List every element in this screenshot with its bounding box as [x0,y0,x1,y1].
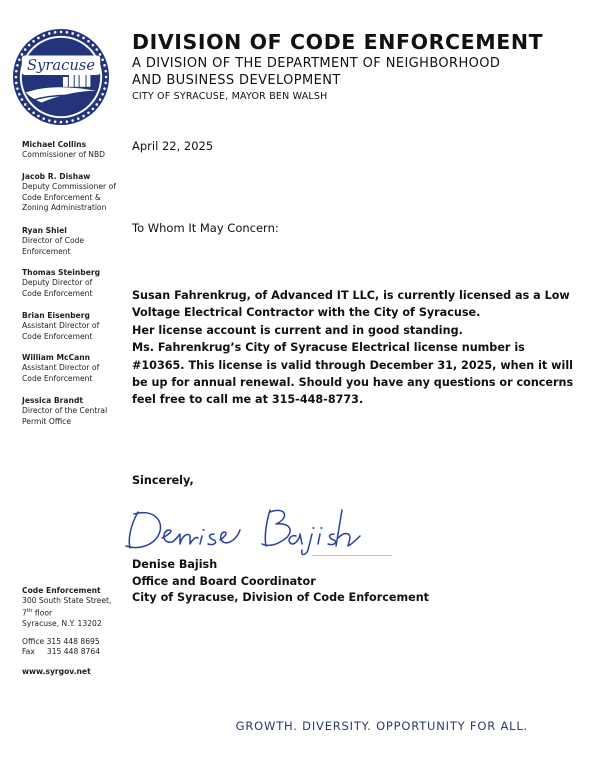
department-subtitle-line1: A DIVISION OF THE DEPARTMENT OF NEIGHBORHOOD [132,56,501,71]
address-floor [22,606,111,619]
address-line: 300 South State Street, [22,596,112,606]
floor-suffix: th [26,608,33,615]
seal-text: Syracuse [26,57,96,75]
staff-name: Brian Eisenberg [22,311,90,320]
staff-title: Assistant Director of [22,363,100,373]
staff-entry [22,396,122,427]
signer-title: Office and Board Coordinator [132,574,316,588]
staff-title: Commissioner of NBD [22,150,106,160]
signature-line [312,555,392,556]
fax-number: Fax 315 448 8764 [22,647,101,657]
letter-salutation: To Whom It May Concern: [132,221,279,235]
website-link[interactable]: www.syrgov.net [22,667,91,676]
staff-title: Director of the Central [22,406,108,416]
paragraph-line: Voltage Electrical Contractor with the City of Syracuse. [132,306,481,320]
letter-closing: Sincerely, [132,474,194,487]
staff-name: Jacob R. Dishaw [22,172,91,181]
staff-name: Thomas Steinberg [22,268,101,277]
signer-block [132,557,429,607]
staff-title: Code Enforcement & [22,192,101,202]
staff-title: Zoning Administration [22,202,107,212]
floor-number: 7 [22,608,27,618]
office-phone: Office 315 448 8695 [22,637,100,646]
address-line: Syracuse, N.Y. 13202 [22,619,102,629]
city-mayor-line: CITY OF SYRACUSE, MAYOR BEN WALSH [132,91,328,102]
city-tagline: GROWTH. DIVERSITY. OPPORTUNITY FOR ALL. [235,719,528,733]
staff-name: Jessica Brandt [22,396,84,405]
staff-title: Deputy Commissioner of [22,182,116,192]
staff-title: Code Enforcement [22,288,93,298]
office-address [22,586,111,629]
letter-date: April 22, 2025 [132,139,214,153]
division-title: DIVISION OF CODE ENFORCEMENT [132,30,544,54]
office-phones [22,637,100,657]
staff-title: Enforcement [22,246,71,256]
staff-title: Code Enforcement [22,331,93,341]
paragraph-line: #10365. This license is valid through December 31, 2025, when it will [132,358,573,372]
paragraph-line: Susan Fahrenkrug, of Advanced IT LLC, is currently licensed as a Low [132,289,570,302]
paragraph-line: be up for annual renewal. Should you have any questions or concerns [132,376,574,390]
floor-word: floor [32,608,53,618]
signer-organization: City of Syracuse, Division of Code Enforcement [132,591,430,605]
staff-entry [22,311,122,342]
staff-title: Assistant Director of [22,321,100,331]
signer-name: Denise Bajish [132,558,218,571]
staff-entry [22,172,122,213]
staff-name: Michael Collins [22,140,87,149]
paragraph-line: Her license account is current and in good standing. [132,323,463,337]
staff-name: William McCann [22,353,91,362]
letter-paragraph [132,287,574,409]
staff-entry [22,140,122,161]
city-seal-logo [12,28,110,126]
staff-title: Director of Code [22,236,85,246]
staff-name: Ryan Shiel [22,226,67,235]
staff-title: Permit Office [22,416,72,426]
staff-entry [22,268,122,299]
paragraph-line: feel free to call me at 315-448-8773. [132,393,364,407]
staff-entry [22,353,122,384]
handwritten-signature [120,500,390,558]
office-name: Code Enforcement [22,586,101,595]
staff-entry [22,226,122,257]
department-subtitle-line2: AND BUSINESS DEVELOPMENT [132,73,341,88]
staff-title: Code Enforcement [22,373,93,383]
staff-title: Deputy Director of [22,278,93,288]
paragraph-line: Ms. Fahrenkrug’s City of Syracuse Electrical license number is [132,341,525,355]
